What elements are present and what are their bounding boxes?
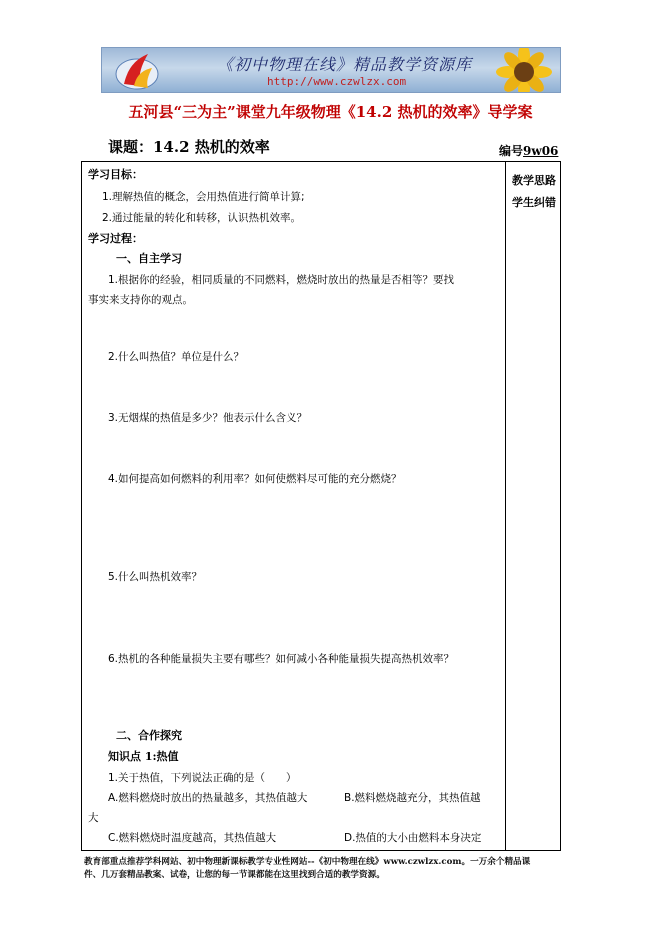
goal-1: 1.理解热值的概念，会用热值进行简单计算; bbox=[102, 191, 305, 203]
option-b: B.燃料燃烧越充分，其热值越 bbox=[344, 792, 481, 804]
sunflower-icon bbox=[486, 47, 556, 93]
question-3: 3.无烟煤的热值是多少？他表示什么含义？ bbox=[108, 412, 308, 424]
document-code bbox=[499, 142, 558, 159]
knowledge-point-1: 知识点 1:热值 bbox=[108, 750, 179, 763]
question-6: 6.热机的各种能量损失主要有哪些？如何减小各种能量损失提高热机效率？ bbox=[108, 653, 455, 665]
site-logo-icon bbox=[112, 50, 162, 92]
question-2: 2.什么叫热值？单位是什么？ bbox=[108, 351, 245, 363]
banner-url[interactable]: http://www.czwlzx.com bbox=[267, 75, 407, 88]
question-4: 4.如何提高如何燃料的利用率？如何使燃料尽可能的充分燃烧？ bbox=[108, 473, 402, 485]
option-a: A.燃料燃烧时放出的热量越多，其热值越大 bbox=[108, 792, 308, 804]
question-1-line-2: 事实来支持你的观点。 bbox=[88, 294, 193, 306]
header-banner bbox=[101, 47, 561, 93]
question-5: 5.什么叫热机效率？ bbox=[108, 571, 203, 583]
option-d: D.热值的大小由燃料本身决定 bbox=[344, 832, 482, 844]
goal-2: 2.通过能量的转化和转移，认识热机效率。 bbox=[102, 212, 302, 224]
lesson-title: 课题：14.2 热机的效率 bbox=[108, 138, 270, 156]
question-1-line-1: 1.根据你的经验，相同质量的不同燃料，燃烧时放出的热量是否相等？要找 bbox=[108, 274, 455, 286]
option-b-continued: 大 bbox=[88, 812, 99, 824]
student-corrections-label: 学生纠错 bbox=[512, 196, 556, 209]
teaching-notes-label: 教学思路 bbox=[512, 174, 556, 187]
section-self-study: 一、自主学习 bbox=[116, 252, 182, 265]
code-label: 编号 bbox=[499, 144, 524, 158]
goals-heading: 学习目标： bbox=[88, 168, 143, 181]
process-heading: 学习过程： bbox=[88, 232, 143, 245]
section-cooperative: 二、合作探究 bbox=[116, 729, 182, 742]
option-c: C.燃料燃烧时温度越高，其热值越大 bbox=[108, 832, 277, 844]
code-value: 9w06 bbox=[523, 144, 559, 158]
mc-question-1: 1.关于热值，下列说法正确的是（ ） bbox=[108, 772, 297, 784]
banner-title: 《初中物理在线》精品教学资源库 bbox=[217, 55, 473, 74]
worksheet-table bbox=[81, 161, 561, 851]
page-title: 五河县“三为主”课堂九年级物理《14.2 热机的效率》导学案 bbox=[128, 103, 533, 121]
footer-note bbox=[84, 856, 584, 882]
side-column bbox=[506, 162, 561, 850]
footer-line-1: 教育部重点推荐学科网站、初中物理新课标教学专业性网站--《初中物理在线》www.czwlzx.com。一万余个精品课 bbox=[84, 857, 531, 867]
footer-line-2: 件、几万套精品教案、试卷，让您的每一节课都能在这里找到合适的教学资源。 bbox=[84, 870, 385, 880]
